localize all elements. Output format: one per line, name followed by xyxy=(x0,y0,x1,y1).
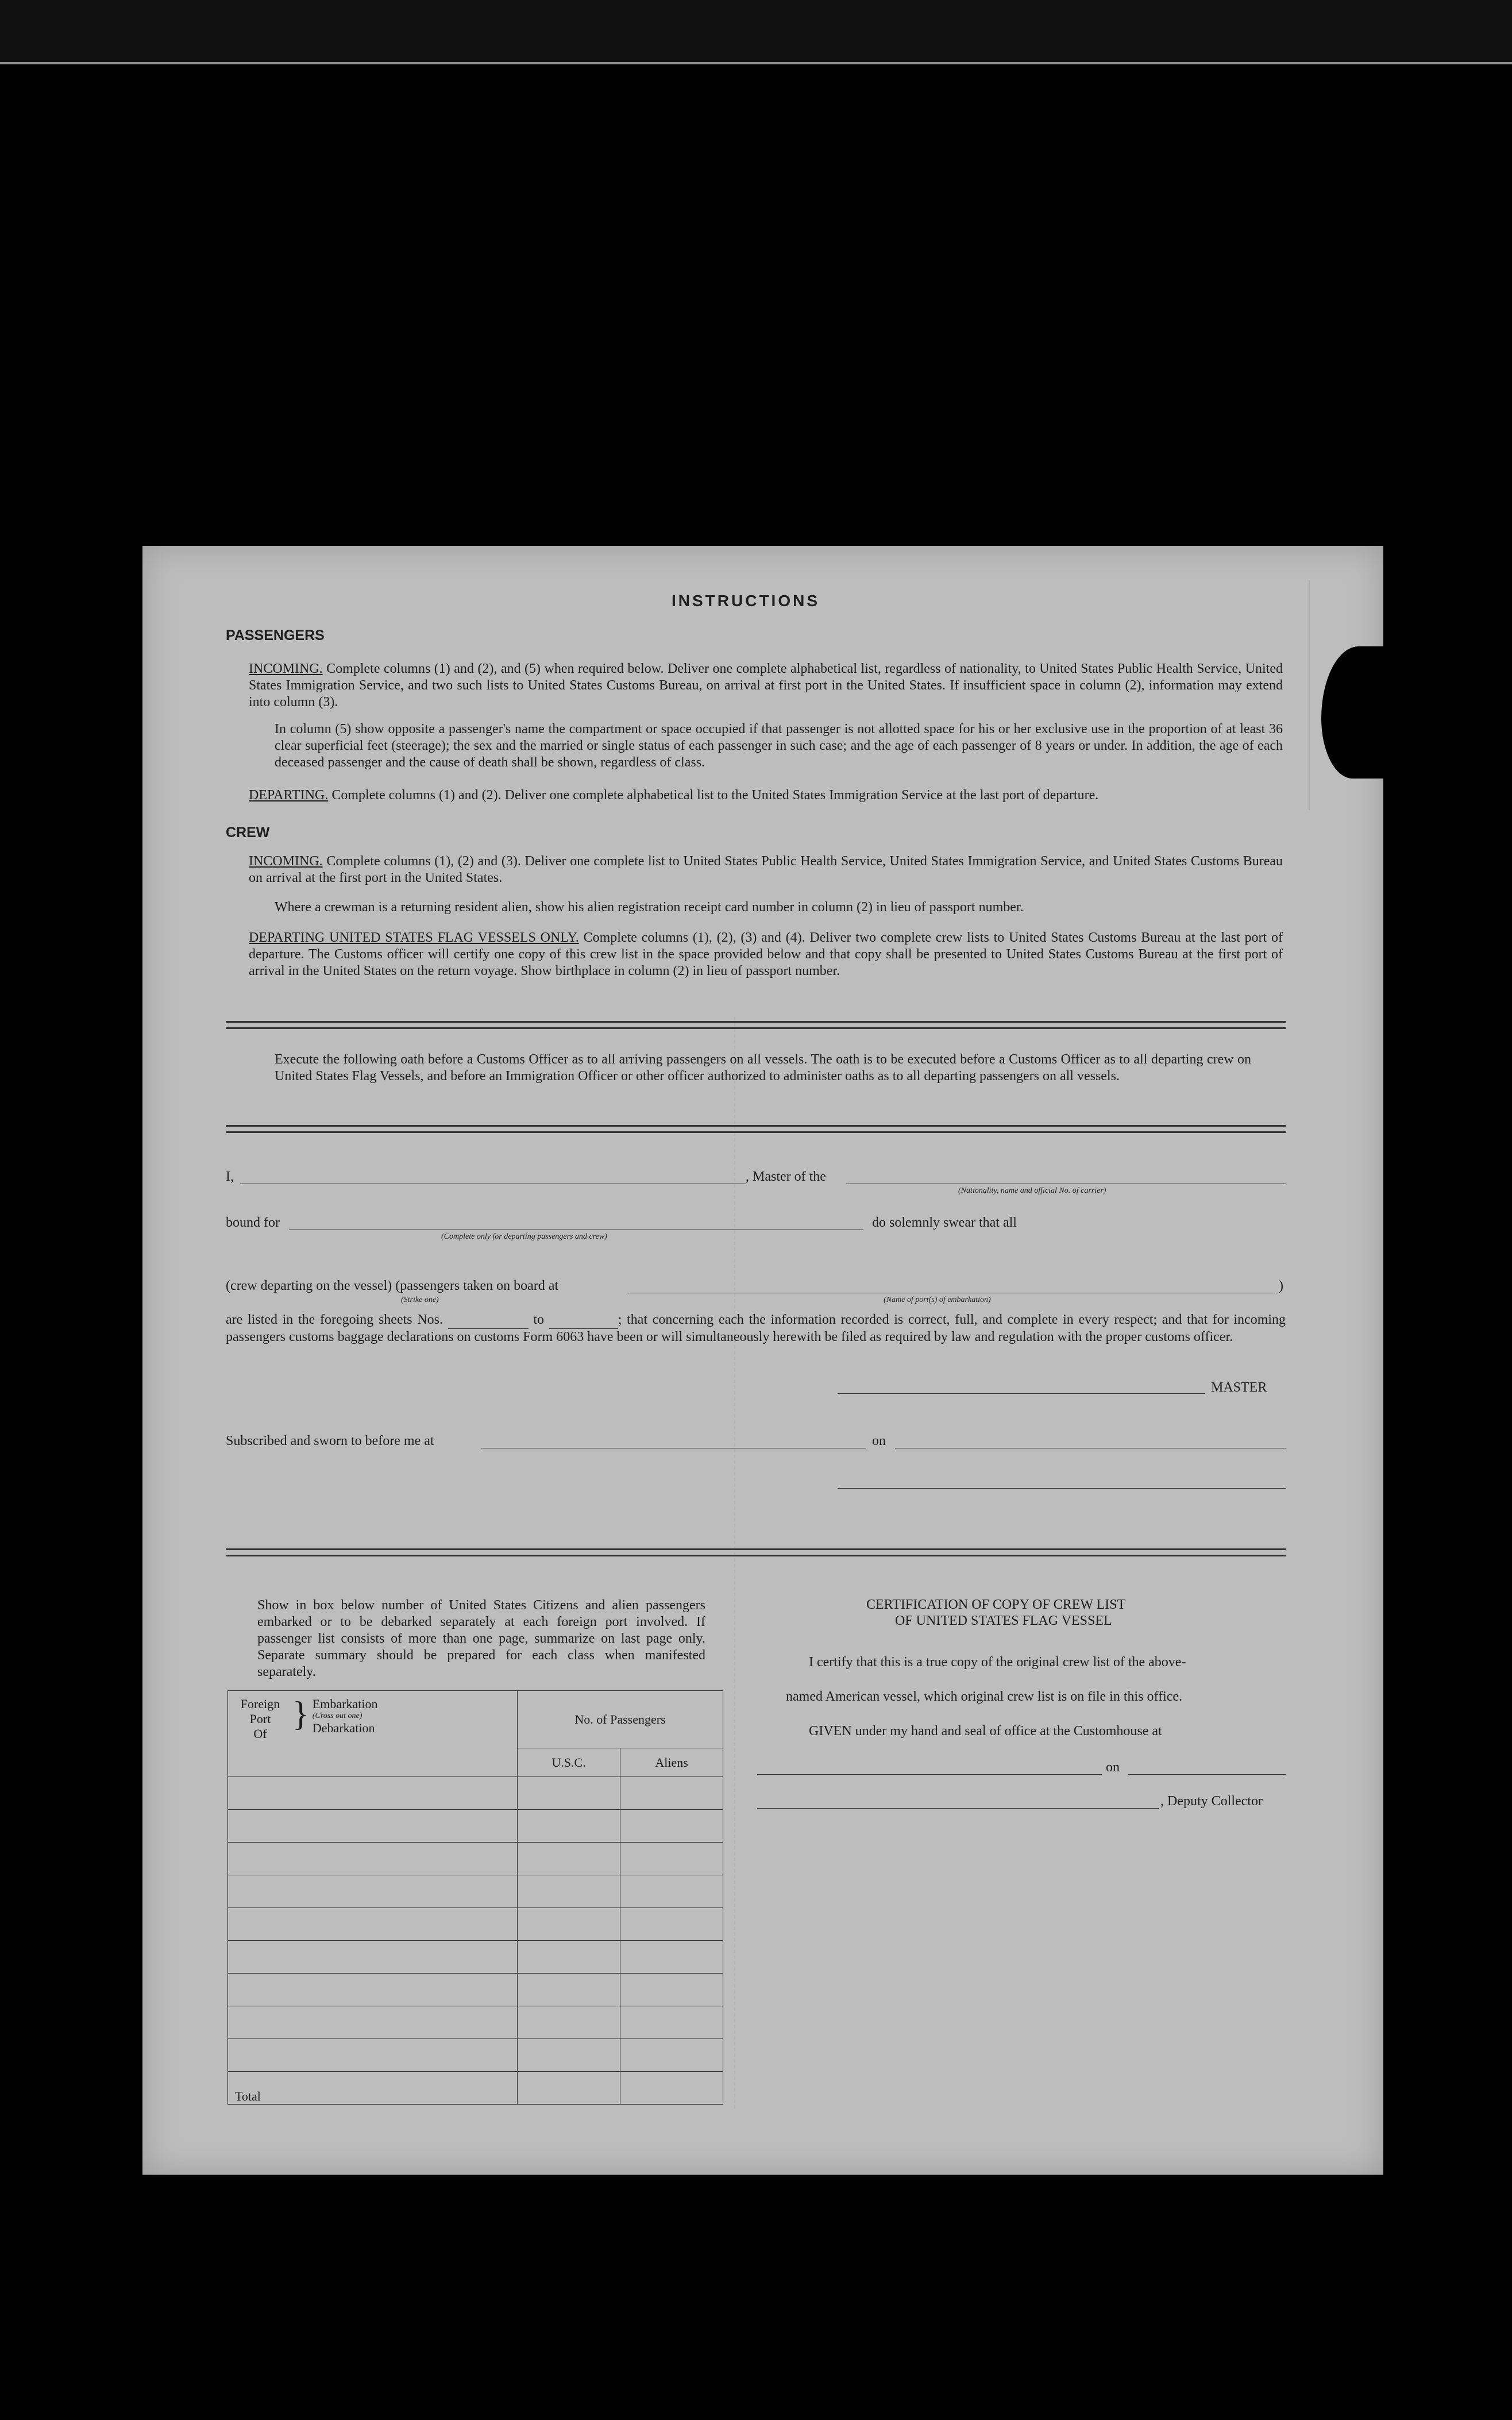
vessel-caption: (Nationality, name and official No. of carrier) xyxy=(958,1186,1106,1195)
aliens-cell[interactable] xyxy=(620,1908,723,1941)
crew-departing-paragraph xyxy=(249,930,1283,980)
port-cell[interactable] xyxy=(228,2039,518,2072)
cross-out-label: (Cross out one) xyxy=(312,1712,362,1720)
oath-listed-prefix: are listed in the foregoing sheets Nos. xyxy=(226,1312,443,1327)
bound-caption: (Complete only for departing passengers and crew) xyxy=(441,1232,607,1241)
crew-departing-text: Complete columns (1), (2), (3) and (4). Deliver two complete crew lists to United States Customs Bureau at the last port of departure. The Customs officer will certify one copy of this crew list in the space provided below and that copy shall be presented to United States Customs Bureau at the first port of arrival in the United States on the return voyage. Show birthplace in column (2) in lieu of passport number. xyxy=(249,930,1283,978)
usc-cell[interactable] xyxy=(518,1908,620,1941)
oath-to-label: to xyxy=(533,1312,544,1327)
usc-cell[interactable] xyxy=(518,2039,620,2072)
port-header xyxy=(232,1697,514,1741)
strike-one-caption: (Strike one) xyxy=(401,1296,439,1304)
port-cell[interactable] xyxy=(228,1843,518,1875)
port-label: Port xyxy=(249,1712,271,1726)
subscribed-on-label: on xyxy=(872,1433,886,1448)
summary-instructions: Show in box below number of United States Citizens and alien passengers embarked or to be debarked separately at each foreign port involved. If passenger list consists of more than one page, summarize on last page only. Separate summary should be prepared for each class when manifested separately. xyxy=(257,1598,705,1679)
section-divider xyxy=(226,1125,1286,1133)
total-aliens-cell[interactable] xyxy=(620,2072,723,2105)
port-cell[interactable] xyxy=(228,1941,518,1974)
top-frame-bar xyxy=(0,0,1512,64)
aliens-header: Aliens xyxy=(620,1748,723,1777)
aliens-cell[interactable] xyxy=(620,1974,723,2006)
certification-date-field[interactable] xyxy=(1128,1774,1286,1775)
crew-resident-paragraph: Where a crewman is a returning resident alien, show his alien registration receipt card number in column (2) in lieu of passport number. xyxy=(275,900,1024,915)
subscribed-label: Subscribed and sworn to before me at xyxy=(226,1433,434,1448)
certification-line-2: named American vessel, which original crew list is on file in this office. xyxy=(786,1689,1183,1704)
aliens-cell[interactable] xyxy=(620,1941,723,1974)
port-cell[interactable] xyxy=(228,2006,518,2039)
crew-incoming-label: INCOMING. xyxy=(249,854,323,869)
usc-cell[interactable] xyxy=(518,1875,620,1908)
usc-cell[interactable] xyxy=(518,1843,620,1875)
aliens-cell[interactable] xyxy=(620,1810,723,1843)
oath-close-paren: ) xyxy=(1279,1278,1283,1293)
section-divider xyxy=(226,1021,1286,1029)
oath-swear: do solemnly swear that all xyxy=(872,1215,1017,1230)
usc-cell[interactable] xyxy=(518,1941,620,1974)
section-divider xyxy=(226,1548,1286,1556)
departing-text: Complete columns (1) and (2). Deliver one complete alphabetical list to the United States Immigration Service at the last port of departure. xyxy=(331,788,1099,803)
oath-intro-paragraph: Execute the following oath before a Customs Officer as to all arriving passengers on all vessels. The oath is to be executed before a Customs Officer as to all departing crew on United States Flag Vessels, and before an Immigration Officer or other officer authorized to administer oaths as to all departing passengers on all vessels. xyxy=(275,1052,1251,1084)
oath-listed-paragraph xyxy=(226,1312,1286,1346)
port-cell[interactable] xyxy=(228,1908,518,1941)
aliens-cell[interactable] xyxy=(620,1875,723,1908)
document-page xyxy=(142,546,1383,2175)
embarkation-label: Embarkation xyxy=(312,1697,378,1711)
aliens-cell[interactable] xyxy=(620,2006,723,2039)
passengers-departing-paragraph xyxy=(249,787,1283,804)
usc-cell[interactable] xyxy=(518,1810,620,1843)
departing-label: DEPARTING. xyxy=(249,788,329,803)
usc-cell[interactable] xyxy=(518,2006,620,2039)
passengers-heading: PASSENGERS xyxy=(226,627,325,643)
certification-given: GIVEN under my hand and seal of office at the Customhouse at xyxy=(809,1724,1162,1739)
usc-header: U.S.C. xyxy=(518,1748,620,1777)
port-cell[interactable] xyxy=(228,1810,518,1843)
aliens-cell[interactable] xyxy=(620,2039,723,2072)
crew-departing-label: DEPARTING UNITED STATES FLAG VESSELS ONLY. xyxy=(249,930,579,945)
usc-cell[interactable] xyxy=(518,1777,620,1810)
crew-incoming-text: Complete columns (1), (2) and (3). Deliver one complete list to United States Public Health Service, United States Immigration Service, and United States Customs Bureau on arrival at the first port in the United States. xyxy=(249,854,1283,885)
officer-signature-field[interactable] xyxy=(838,1488,1286,1489)
oath-i-label: I, xyxy=(226,1169,234,1184)
master-label: MASTER xyxy=(1211,1380,1267,1395)
port-cell[interactable] xyxy=(228,1777,518,1810)
certification-line-1: I certify that this is a true copy of the original crew list of the above- xyxy=(809,1655,1186,1670)
certification-title-2: OF UNITED STATES FLAG VESSEL xyxy=(895,1613,1112,1628)
certification-title-1: CERTIFICATION OF COPY OF CREW LIST xyxy=(866,1597,1126,1612)
oath-master-of: , Master of the xyxy=(746,1169,826,1184)
incoming-label: INCOMING. xyxy=(249,661,323,676)
crew-incoming-paragraph xyxy=(249,853,1283,887)
no-passengers-header: No. of Passengers xyxy=(518,1691,723,1748)
oath-listed-text: ; that concerning each the information recorded is correct, full, and complete in every respect; and that for incoming passengers customs baggage declarations on customs Form 6063 have been or will simultaneously herewith be filed as required by law and regulation with the proper customs officer. xyxy=(226,1312,1286,1344)
oath-crew-departing: (crew departing on the vessel) (passengers taken on board at xyxy=(226,1278,559,1293)
passenger-summary-table xyxy=(227,1690,723,2105)
master-signature-field[interactable] xyxy=(838,1393,1205,1394)
foreign-label: Foreign xyxy=(240,1697,280,1711)
passengers-incoming-paragraph xyxy=(249,661,1283,711)
crew-heading: CREW xyxy=(226,824,270,841)
ports-caption: (Name of port(s) of embarkation) xyxy=(884,1296,991,1304)
aliens-cell[interactable] xyxy=(620,1843,723,1875)
deputy-collector-label: , Deputy Collector xyxy=(1160,1794,1263,1809)
brace-icon: } xyxy=(292,1695,309,1733)
oath-bound-for: bound for xyxy=(226,1215,280,1230)
deputy-collector-signature-field[interactable] xyxy=(757,1808,1159,1809)
customhouse-field[interactable] xyxy=(757,1774,1102,1775)
bleed-through-mark xyxy=(734,1017,1425,2109)
certification-on-label: on xyxy=(1106,1760,1120,1775)
usc-cell[interactable] xyxy=(518,1974,620,2006)
total-label: Total xyxy=(228,2072,518,2105)
sheet-from-field[interactable] xyxy=(448,1312,529,1329)
port-cell[interactable] xyxy=(228,1974,518,2006)
instructions-title: INSTRUCTIONS xyxy=(672,592,820,610)
aliens-cell[interactable] xyxy=(620,1777,723,1810)
incoming-text: Complete columns (1) and (2), and (5) when required below. Deliver one complete alphabetical list, regardless of nationality, to United States Public Health Service, United States Immigration Service, and two such lists to United States Customs Bureau, on arrival at first port in the United States. If insufficient space in column (2), information may extend into column (3). xyxy=(249,661,1283,710)
column5-paragraph: In column (5) show opposite a passenger's name the compartment or space occupied if that passenger is not allotted space for his or her exclusive use in the proportion of at least 36 clear superficial feet (steerage); the sex and the married or single status of each passenger in such case; and the age of each passenger of 8 years or under. In addition, the age of each deceased passenger and the cause of death shall be shown, regardless of class. xyxy=(275,722,1283,770)
of-label: Of xyxy=(253,1727,267,1741)
top-frame-line xyxy=(0,62,1512,64)
port-cell[interactable] xyxy=(228,1875,518,1908)
sheet-to-field[interactable] xyxy=(549,1312,618,1329)
total-usc-cell[interactable] xyxy=(518,2072,620,2105)
debarkation-label: Debarkation xyxy=(312,1721,375,1735)
